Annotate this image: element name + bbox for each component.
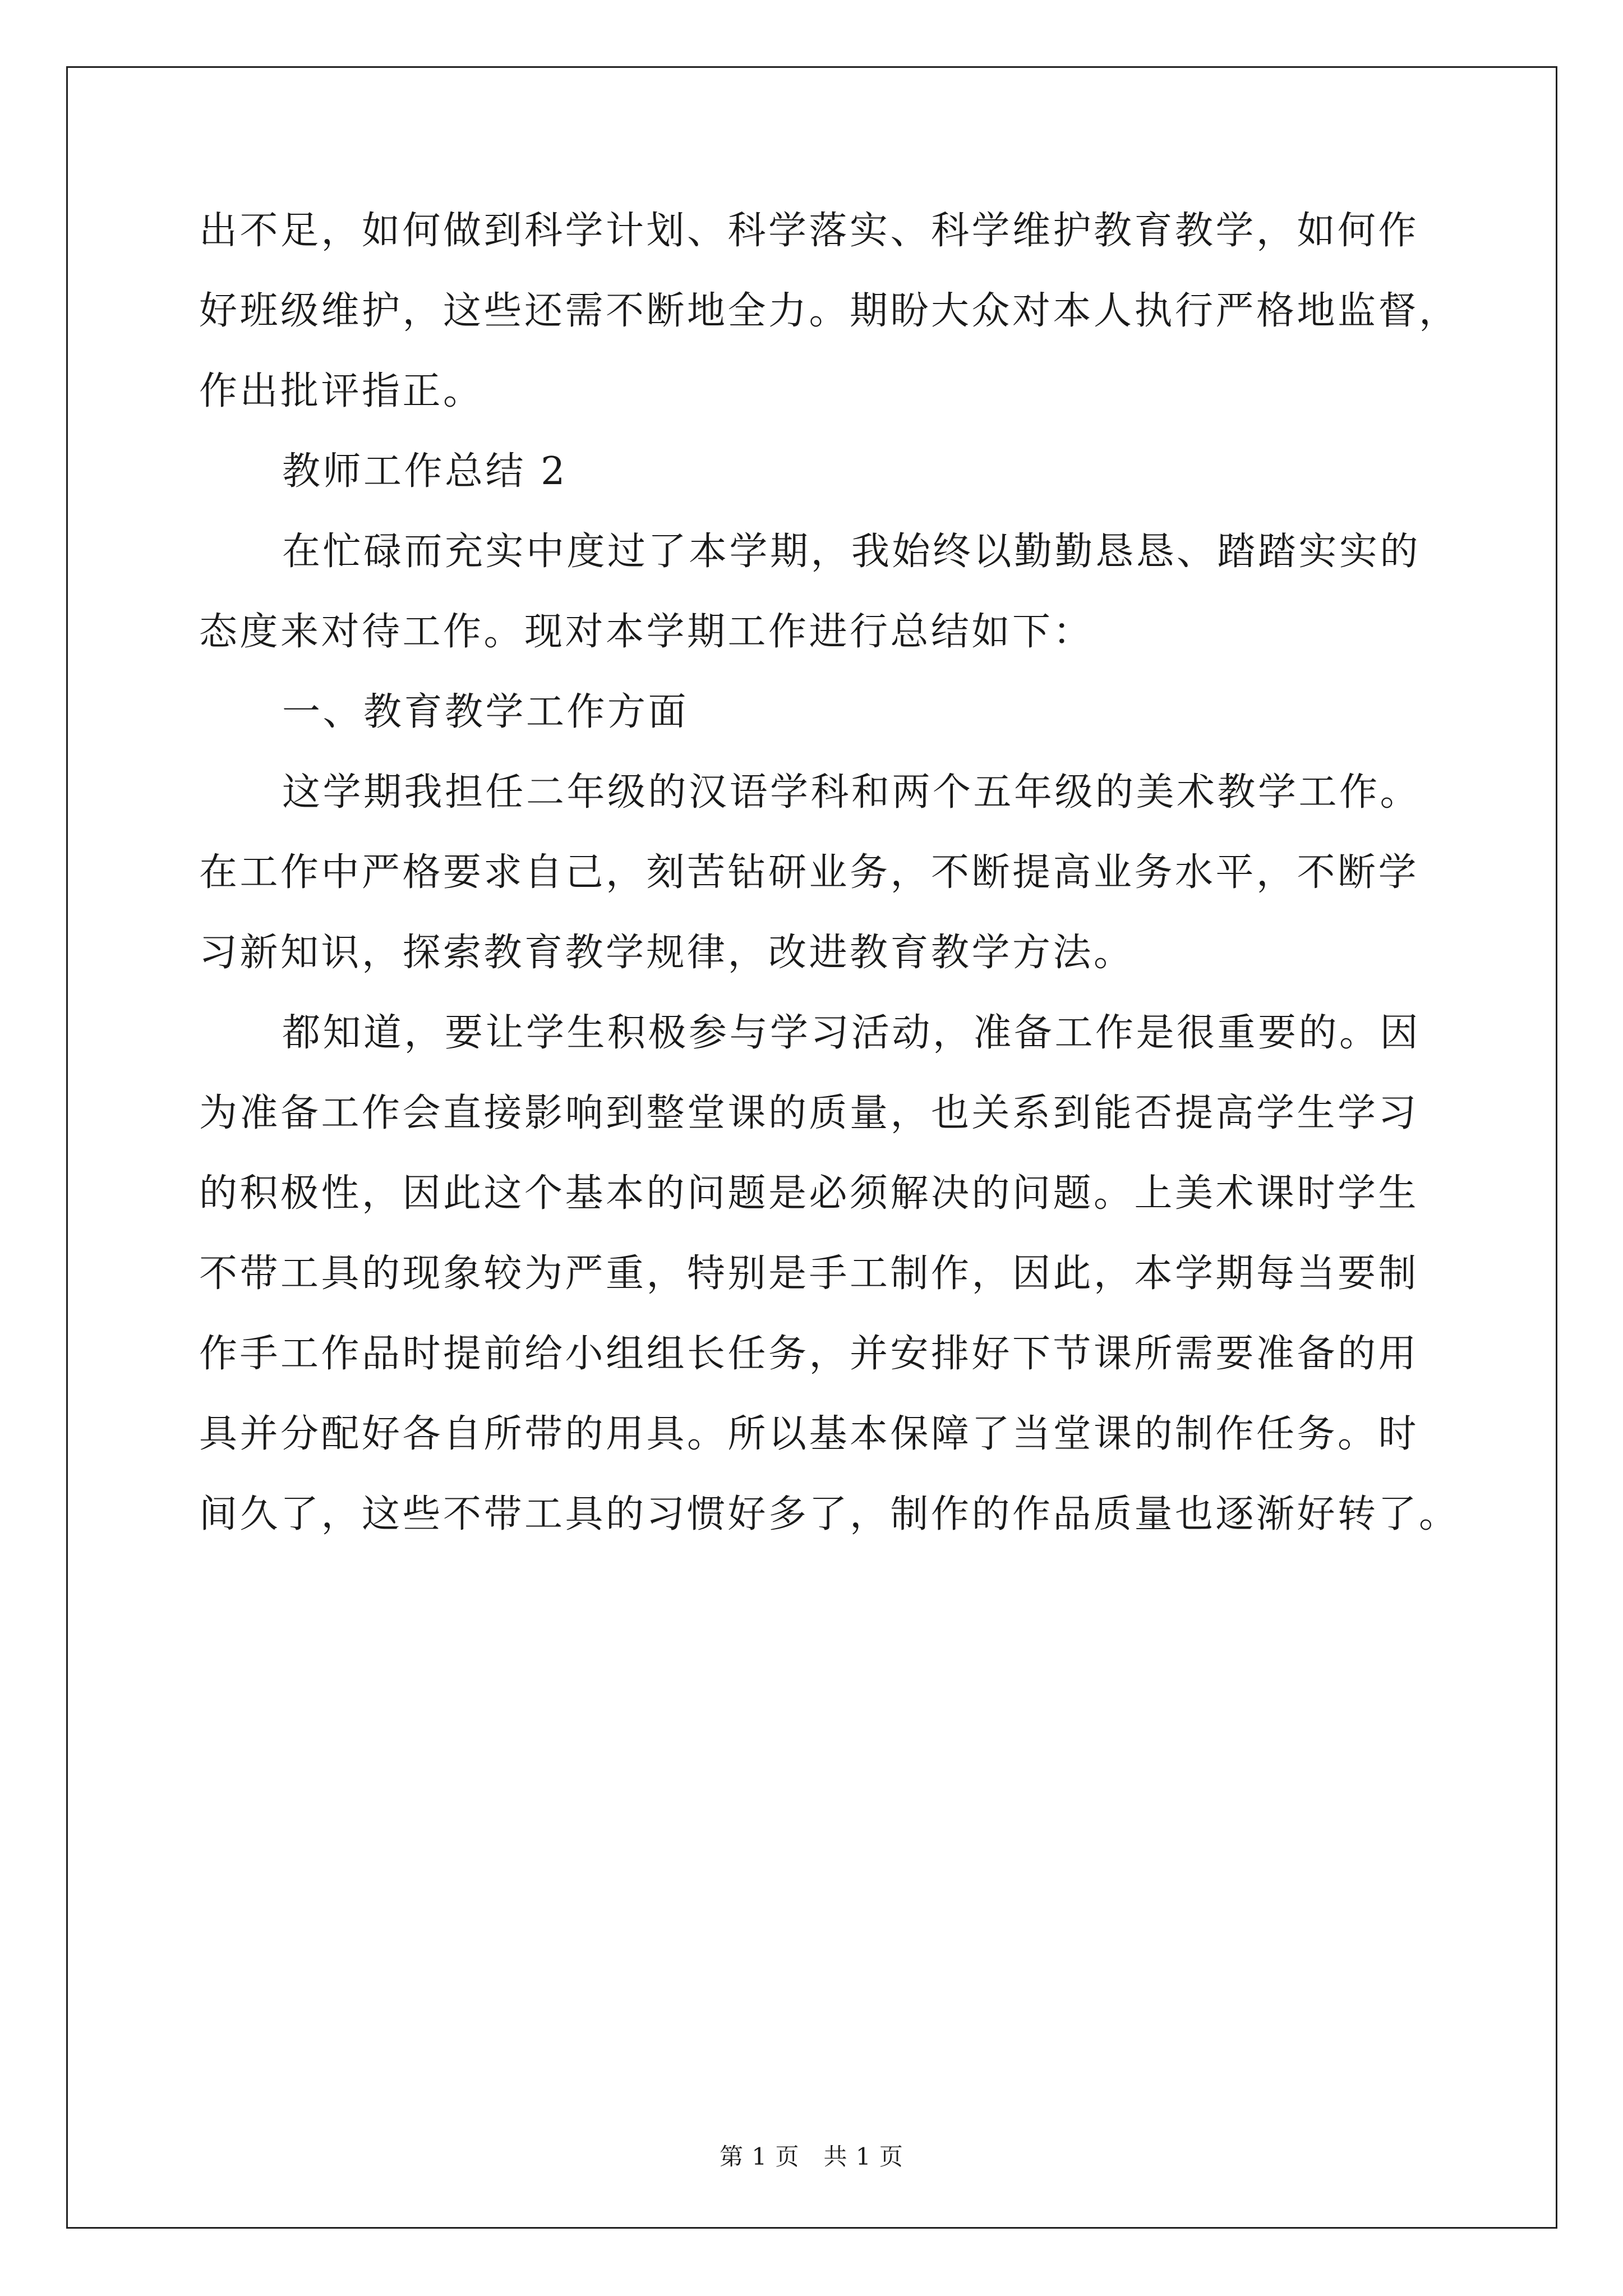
paragraph-line: 一、教育教学工作方面 — [282, 690, 689, 734]
paragraph-line: 间久了，这些不带工具的习惯好多了，制作的作品质量也逐渐好转了。 — [199, 1492, 1460, 1536]
paragraph-line: 在工作中严格要求自己，刻苦钻研业务，不断提高业务水平，不断学 — [199, 850, 1419, 895]
paragraph-line: 作出批评指正。 — [199, 369, 484, 413]
paragraph-line: 不带工具的现象较为严重，特别是手工制作，因此，本学期每当要制 — [199, 1251, 1419, 1296]
paragraph-line: 这学期我担任二年级的汉语学科和两个五年级的美术教学工作。 — [282, 770, 1421, 815]
paragraph-line: 作手工作品时提前给小组组长任务，并安排好下节课所需要准备的用 — [199, 1332, 1419, 1376]
paragraph-line: 出不足，如何做到科学计划、科学落实、科学维护教育教学，如何作 — [199, 209, 1419, 253]
paragraph-line: 好班级维护，这些还需不断地全力。期盼大众对本人执行严格地监督， — [199, 289, 1460, 333]
paragraph-line: 为准备工作会直接影响到整堂课的质量，也关系到能否提高学生学习 — [199, 1091, 1419, 1135]
paragraph-line: 都知道，要让学生积极参与学习活动，准备工作是很重要的。因 — [282, 1011, 1421, 1055]
paragraph-line: 习新知识，探索教育教学规律，改进教育教学方法。 — [199, 931, 1135, 975]
paragraph-line: 在忙碌而充实中度过了本学期，我始终以勤勤恳恳、踏踏实实的 — [282, 530, 1421, 574]
paragraph-line: 具并分配好各自所带的用具。所以基本保障了当堂课的制作任务。时 — [199, 1412, 1419, 1456]
page-footer: 第 1 页 共 1 页 — [720, 2143, 903, 2170]
paragraph-line: 的积极性，因此这个基本的问题是必须解决的问题。上美术课时学生 — [199, 1171, 1419, 1216]
paragraph-line: 教师工作总结 2 — [282, 449, 568, 494]
paragraph-line: 态度来对待工作。现对本学期工作进行总结如下： — [199, 610, 1094, 654]
